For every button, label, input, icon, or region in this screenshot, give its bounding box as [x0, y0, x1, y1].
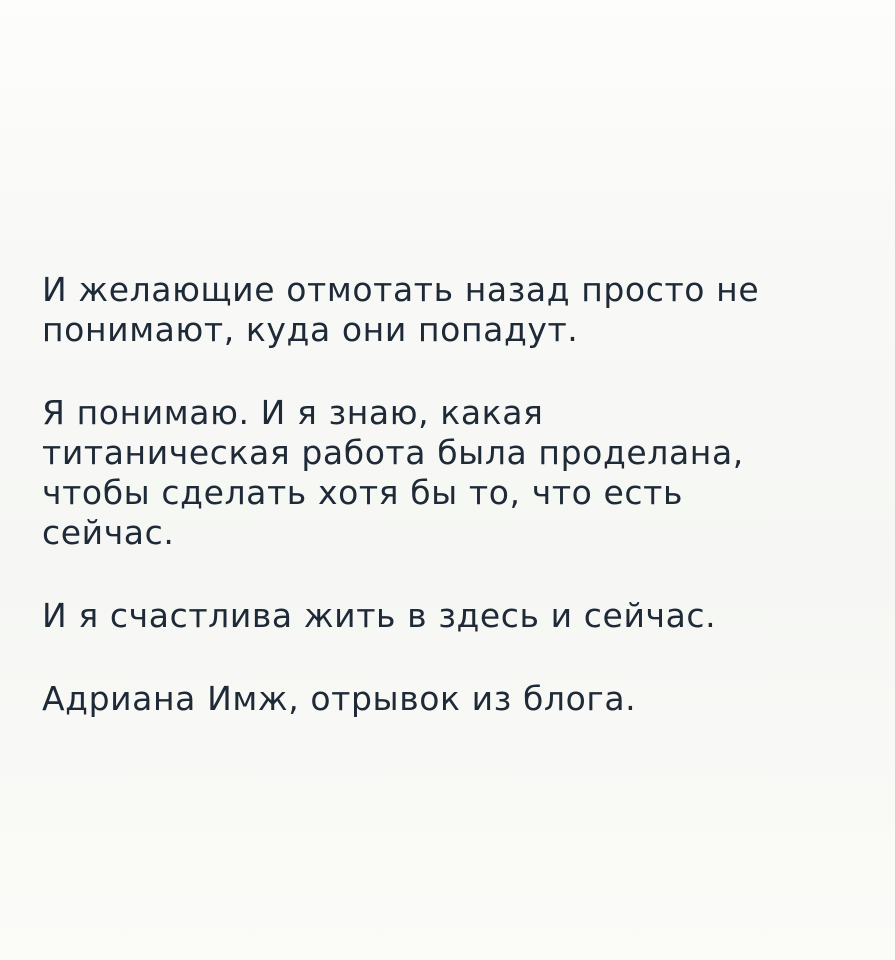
quote-paragraph-3	[42, 596, 857, 636]
quote-line: И я счастлива жить в здесь и сейчас.	[42, 596, 717, 635]
quote-line: сейчас.	[42, 513, 175, 552]
quote-line: Адриана Имж, отрывок из блога.	[42, 679, 637, 718]
quote-attribution	[42, 679, 857, 719]
quote-line: чтобы сделать хотя бы то, что есть	[42, 473, 684, 512]
quote-paragraph-2	[42, 393, 857, 553]
quote-line: Я понимаю. И я знаю, какая	[42, 393, 544, 432]
quote-line: титаническая работа была проделана,	[42, 433, 744, 472]
quote-line: И желающие отмотать назад просто не	[42, 270, 760, 309]
quote-paragraph-1	[42, 270, 857, 350]
quote-card	[42, 270, 857, 719]
quote-line: понимают, куда они попадут.	[42, 310, 579, 349]
